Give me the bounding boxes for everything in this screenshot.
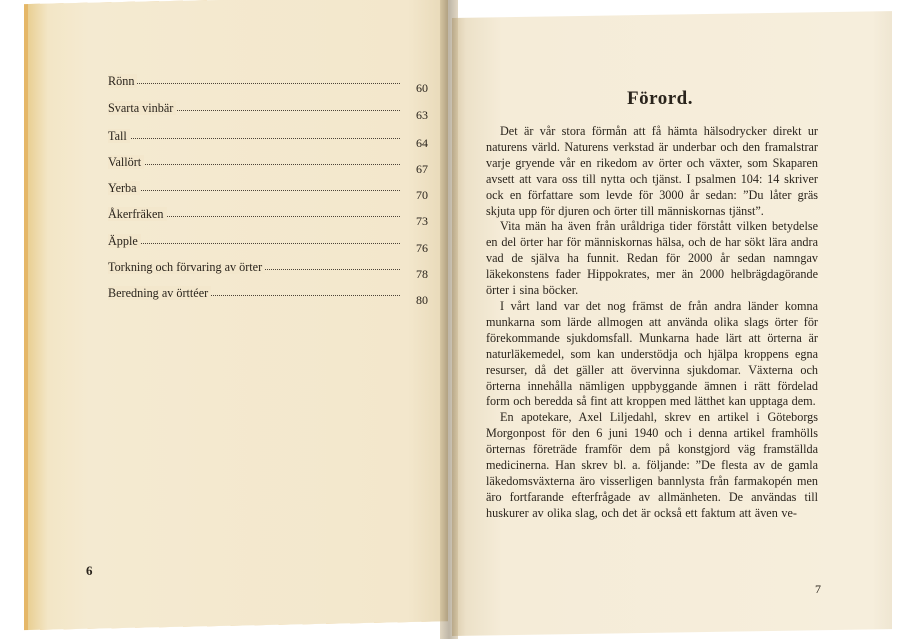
foreword-heading: Förord. (627, 88, 693, 109)
foreword-paragraph: Vita män ha även från uråldriga tider förstått vilken betydelse en del örter har för människornas hälsa, och de har sökt lära andra vad de själva ha funnit. Redan för 2000 år sedan namngav läkekonstens fader Hippokrates, mer än 2000 helbrägdagörande örter i sina böcker. (486, 219, 818, 298)
foreword-paragraph: I vårt land var det nog främst de från andra länder komna munkarna som lärde allmogen att använda olika slags örter för förekommande sjukdomsfall. Munkarna hade lärt att örterna är naturläkemedel, som kan understödja och hjälpa kroppens egna resurser, då det gäller att övervinna sjukdomar. Växterna och örterna innehålla nämligen uppbyggande ämnen i rätt fördelad form och beredda så fint att kroppen med lätthet kan upptaga dem. (486, 298, 818, 409)
foreword-section (486, 88, 818, 522)
toc-entry (108, 286, 428, 312)
toc-entry-page: 73 (416, 214, 428, 229)
toc-entry-title: Beredning av örttéer (108, 286, 211, 300)
toc-entry (108, 101, 428, 127)
toc-entry-page: 76 (416, 240, 428, 255)
toc-entry-page: 70 (416, 188, 428, 203)
toc-entry (108, 181, 428, 207)
toc-entry-title: Rönn (108, 74, 137, 88)
toc-entry (108, 129, 428, 155)
toc-entry-title: Åkerfräken (108, 207, 167, 221)
toc-entry-page: 78 (416, 267, 428, 282)
toc-entry (108, 234, 428, 260)
toc-entry-title: Torkning och förvaring av örter (108, 260, 265, 274)
toc-entry-page: 80 (416, 293, 428, 308)
left-page-number: 6 (86, 563, 93, 578)
right-page-number: 7 (815, 582, 821, 596)
book-gutter (440, 0, 458, 639)
toc-entry-page: 60 (416, 81, 428, 95)
toc-entry-page: 67 (416, 161, 428, 176)
toc-entry-title: Äpple (108, 234, 141, 248)
toc-entry-title: Yerba (108, 181, 140, 195)
toc-entry-page: 64 (416, 135, 428, 150)
toc-entry-title: Vallört (108, 155, 144, 169)
foreword-paragraph: En apotekare, Axel Liljedahl, skrev en artikel i Göteborgs Morgonpost för den 6 juni 1940 och i denna artikel framhölls örternas företräde framför dem på konstgjord väg framställda medicinerna. Han skrev bl. a. följande: ”De flesta av de gamla läkedomsväxterna äro visserligen bannlysta från farmakopén men äro fortfarande efterfrågade av allmänheten. De användas till huskurer av olika slag, och det är också ett faktum att även ve- (486, 410, 818, 520)
foreword-paragraph: Det är vår stora förmån att få hämta hälsodrycker direkt ur naturens värld. Naturens verkstad är underbar och den framalstrar varje gryende vår en rikedom av örter och växter, som Skaparen avsett att vara oss till nytta och tjänst. I psalmen 104: 14 skriver ock en författare som levde för 3000 år sedan: ”Du låter gräs skjuta upp för djuren och örter till människornas tjänst”. (486, 124, 818, 218)
toc-entry (108, 74, 428, 100)
table-of-contents (108, 76, 428, 313)
toc-entry (108, 155, 428, 181)
toc-entry-title: Tall (108, 129, 130, 143)
toc-entry-title: Svarta vinbär (108, 101, 176, 115)
toc-entry-page: 63 (416, 108, 428, 123)
toc-entry (108, 207, 428, 233)
toc-entry (108, 260, 428, 286)
